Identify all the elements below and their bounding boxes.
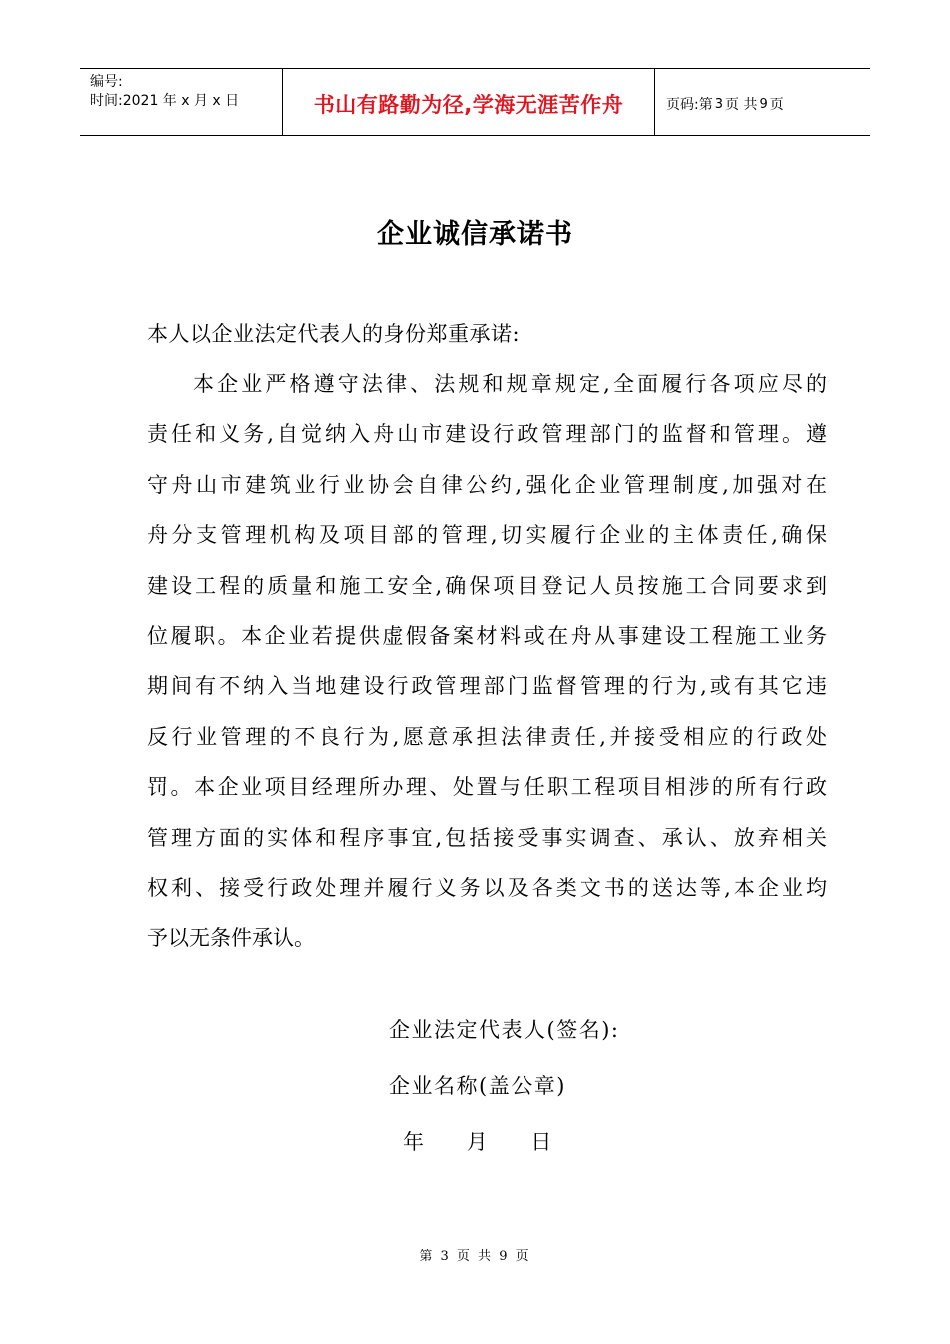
page-footer: 第 3 页 共 9 页 bbox=[419, 1249, 531, 1264]
page-mid: 页 共 bbox=[725, 97, 758, 113]
paragraph-line: 位履职。本企业若提供虚假备案材料或在舟从事建设工程施工业务 bbox=[147, 623, 827, 648]
header-page-info bbox=[655, 69, 870, 135]
page-header bbox=[80, 68, 870, 136]
document-number-label: 编号: bbox=[90, 74, 123, 90]
paragraph-line: 权利、接受行政处理并履行义务以及各类文书的送达等,本企业均 bbox=[147, 875, 827, 900]
paragraph-line: 本企业严格遵守法律、法规和规章规定,全面履行各项应尽的 bbox=[193, 372, 827, 396]
document-body bbox=[147, 316, 827, 971]
page-label: 页码:第 bbox=[666, 97, 713, 113]
date-year-label: 年 bbox=[403, 1130, 424, 1154]
paragraph-line: 反行业管理的不良行为,愿意承担法律责任,并接受相应的行政处 bbox=[147, 724, 827, 749]
paragraph-line: 守舟山市建筑业行业协会自律公约,强化企业管理制度,加强对在 bbox=[147, 472, 827, 497]
intro-line: 本人以企业法定代表人的身份郑重承诺: bbox=[147, 322, 521, 346]
signature-block bbox=[389, 1012, 619, 1160]
company-seal-line: 企业名称(盖公章) bbox=[389, 1074, 566, 1098]
commitment-paragraph bbox=[147, 366, 827, 971]
paragraph-line: 期间有不纳入当地建设行政管理部门监督管理的行为,或有其它违 bbox=[147, 674, 827, 699]
paragraph-line: 舟分支管理机构及项目部的管理,切实履行企业的主体责任,确保 bbox=[147, 523, 827, 548]
header-meta bbox=[80, 69, 282, 135]
document-time-label: 时间:2021 年 x 月 x 日 bbox=[90, 93, 240, 109]
paragraph-line: 罚。本企业项目经理所办理、处置与任职工程项目相涉的所有行政 bbox=[147, 775, 827, 800]
header-motto: 书山有路勤为径,学海无涯苦作舟 bbox=[313, 93, 624, 117]
page-current: 3 bbox=[714, 96, 723, 112]
date-month-label: 月 bbox=[466, 1130, 488, 1154]
paragraph-line: 责任和义务,自觉纳入舟山市建设行政管理部门的监督和管理。遵 bbox=[147, 422, 827, 447]
page-total: 9 bbox=[759, 96, 768, 112]
page-end: 页 bbox=[769, 97, 784, 113]
header-motto-cell bbox=[282, 69, 655, 135]
representative-signature-line: 企业法定代表人(签名): bbox=[389, 1018, 620, 1042]
paragraph-line: 管理方面的实体和程序事宜,包括接受事实调查、承认、放弃相关 bbox=[147, 825, 827, 850]
document-title: 企业诚信承诺书 bbox=[377, 219, 573, 250]
date-day-label: 日 bbox=[530, 1130, 552, 1154]
signature-date-line bbox=[389, 1124, 619, 1160]
paragraph-line: 建设工程的质量和施工安全,确保项目登记人员按施工合同要求到 bbox=[147, 573, 827, 598]
paragraph-line: 予以无条件承认。 bbox=[147, 926, 315, 951]
